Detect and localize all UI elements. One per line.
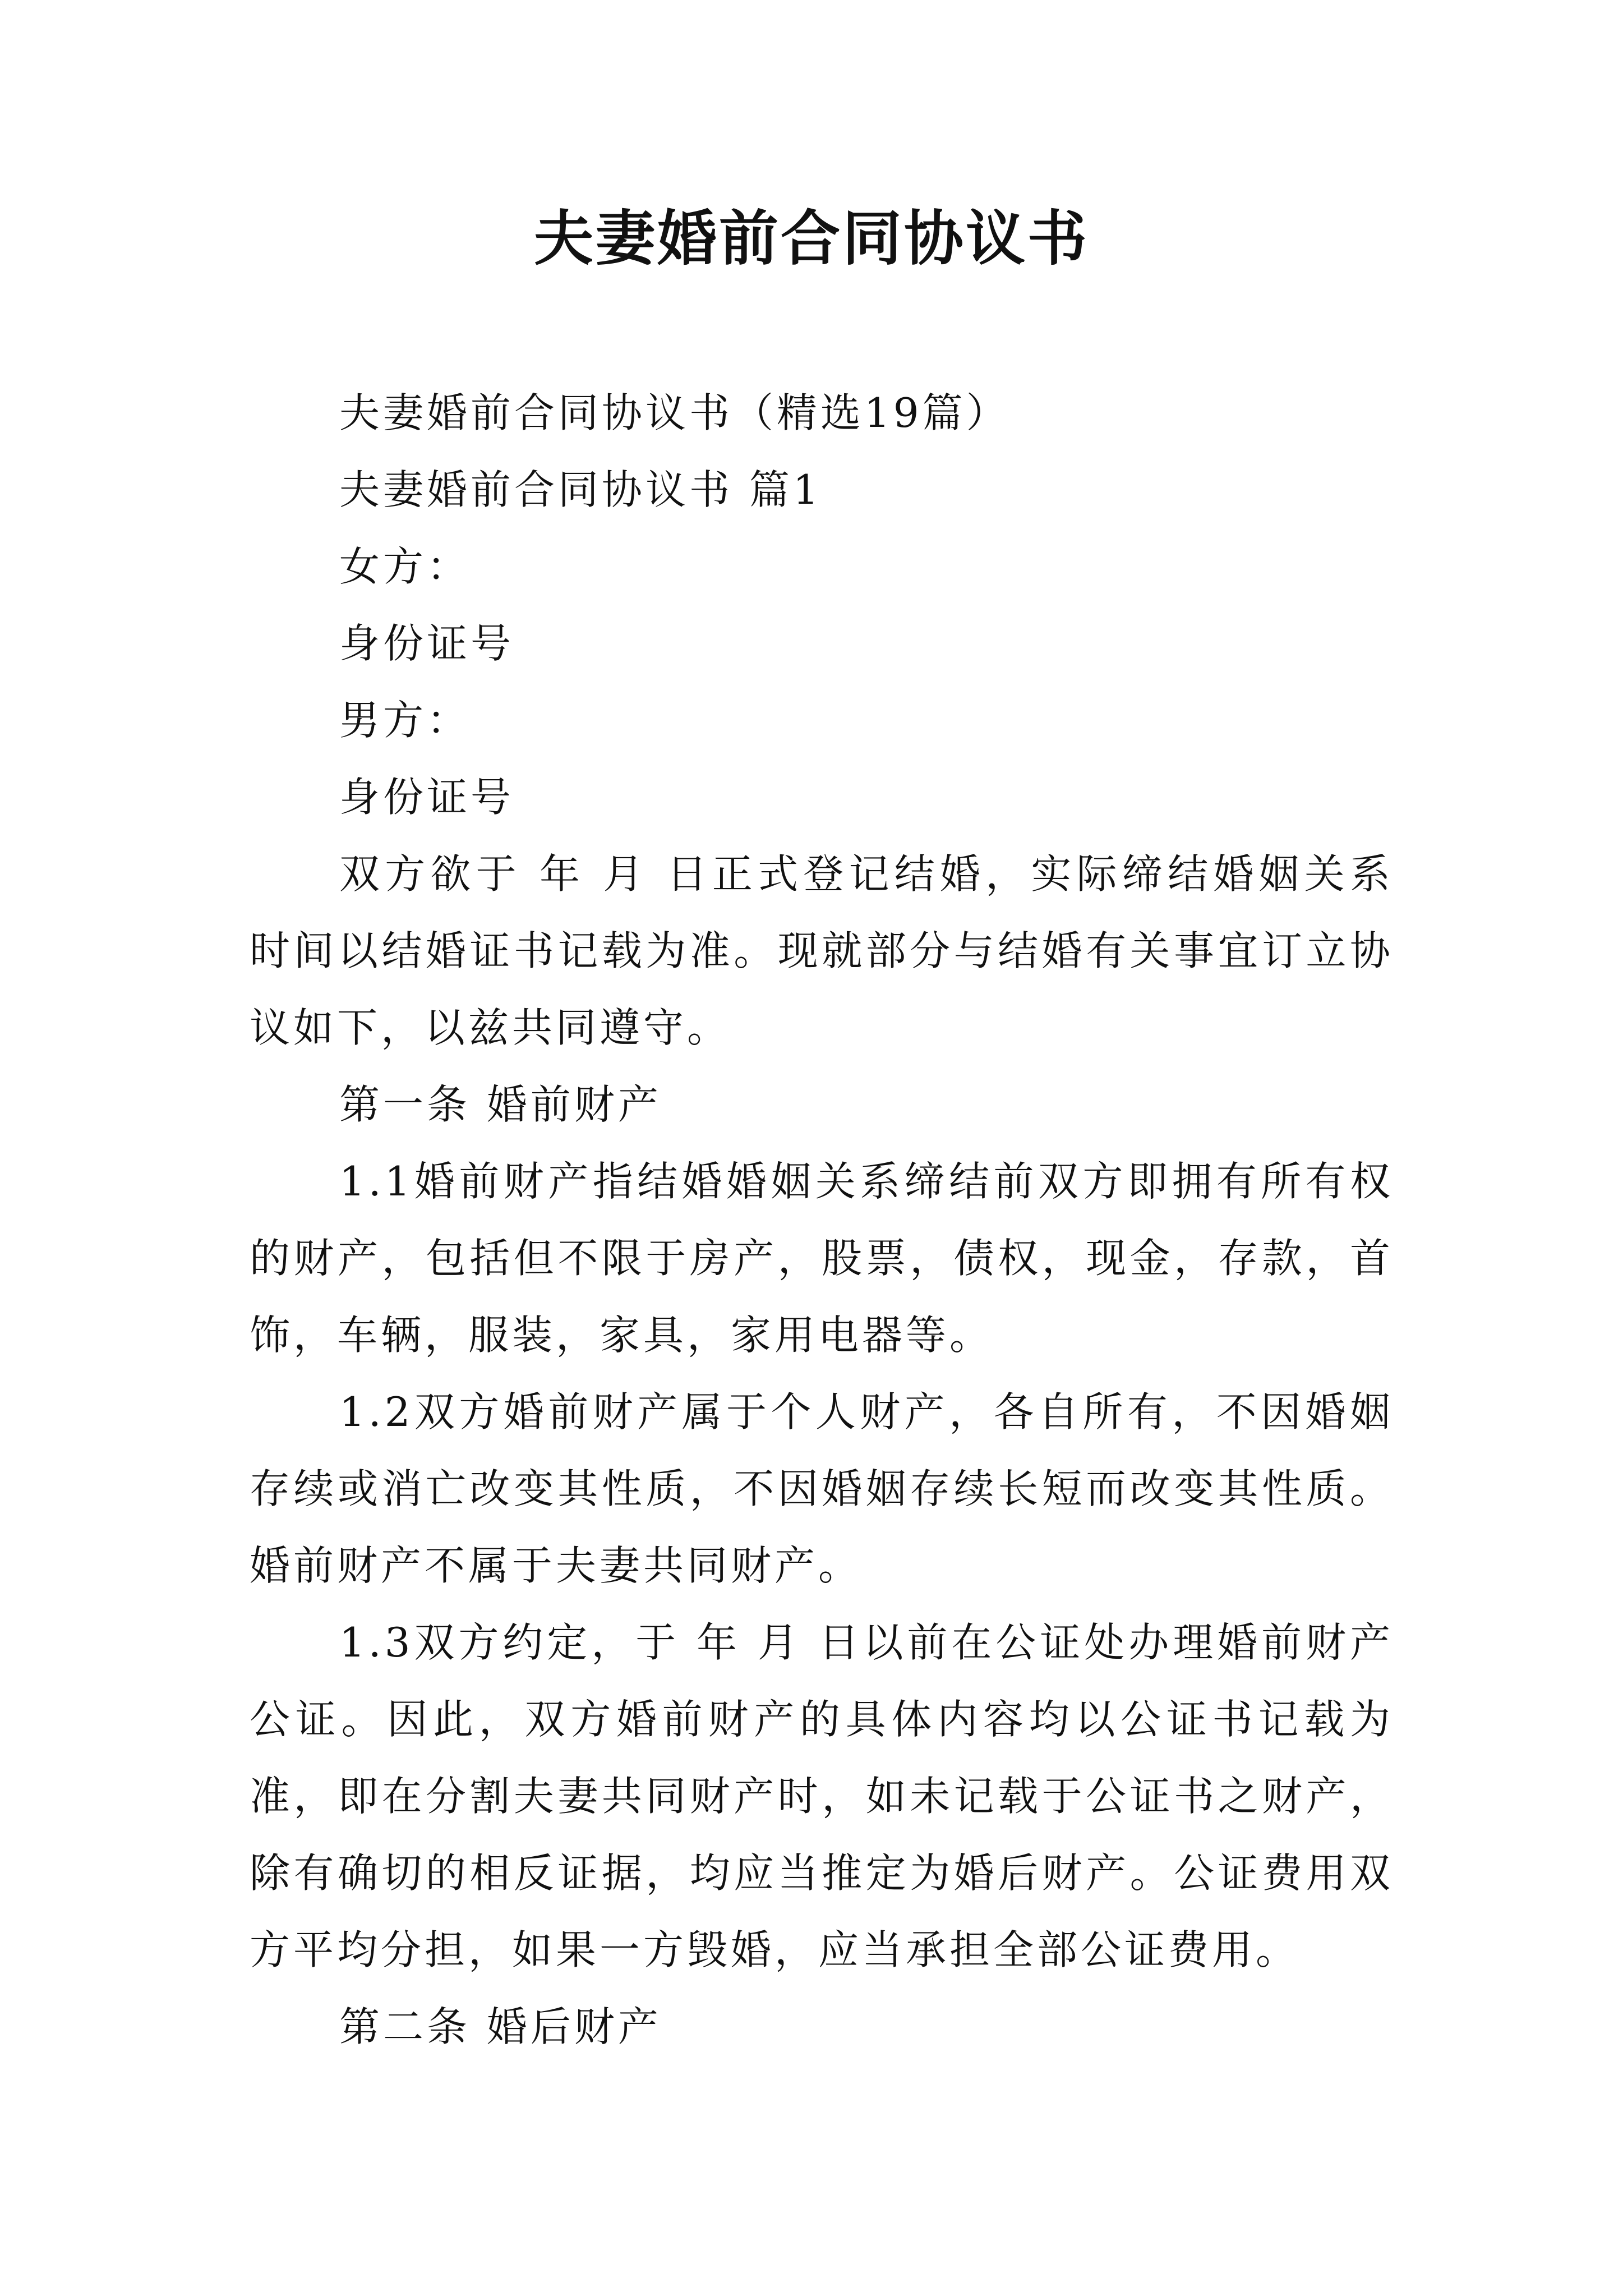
paragraph-female-id: 身份证号 (339, 620, 515, 667)
paragraph-section-heading: 夫妻婚前合同协议书 篇1 (339, 466, 822, 513)
paragraph-preamble: 双方欲于 年 月 日正式登记结婚，实际缔结婚姻关系时间以结婚证书记载为准。现就部分与结婚有关事宜订立协议如下，以兹共同遵守。 (250, 850, 1394, 1051)
paragraph-female-party: 女方： (339, 543, 471, 590)
paragraph-male-party: 男方： (339, 697, 471, 744)
paragraph-article-2-heading: 第二条 婚后财产 (339, 2003, 662, 2050)
document-title: 夫妻婚前合同协议书 (534, 203, 1089, 273)
paragraph-subtitle: 夫妻婚前合同协议书（精选19篇） (339, 389, 1010, 436)
paragraph-article-1-heading: 第一条 婚前财产 (339, 1081, 662, 1128)
paragraph-male-id: 身份证号 (339, 774, 515, 821)
document-body (250, 375, 1394, 2065)
paragraph-clause-1-3: 1.3双方约定，于 年 月 日以前在公证处办理婚前财产公证。因此，双方婚前财产的具体内容均以公证书记载为准，即在分割夫妻共同财产时，如未记载于公证书之财产，除有确切的相反证据，均应当推定为婚后财产。公证费用双方平均分担，如果一方毁婚，应当承担全部公证费用。 (250, 1619, 1394, 1973)
paragraph-clause-1-1: 1.1婚前财产指结婚婚姻关系缔结前双方即拥有所有权的财产，包括但不限于房产，股票，债权，现金，存款，首饰，车辆，服装，家具，家用电器等。 (250, 1158, 1394, 1359)
paragraph-clause-1-2: 1.2双方婚前财产属于个人财产，各自所有，不因婚姻存续或消亡改变其性质，不因婚姻存续长短而改变其性质。婚前财产不属于夫妻共同财产。 (250, 1388, 1394, 1589)
